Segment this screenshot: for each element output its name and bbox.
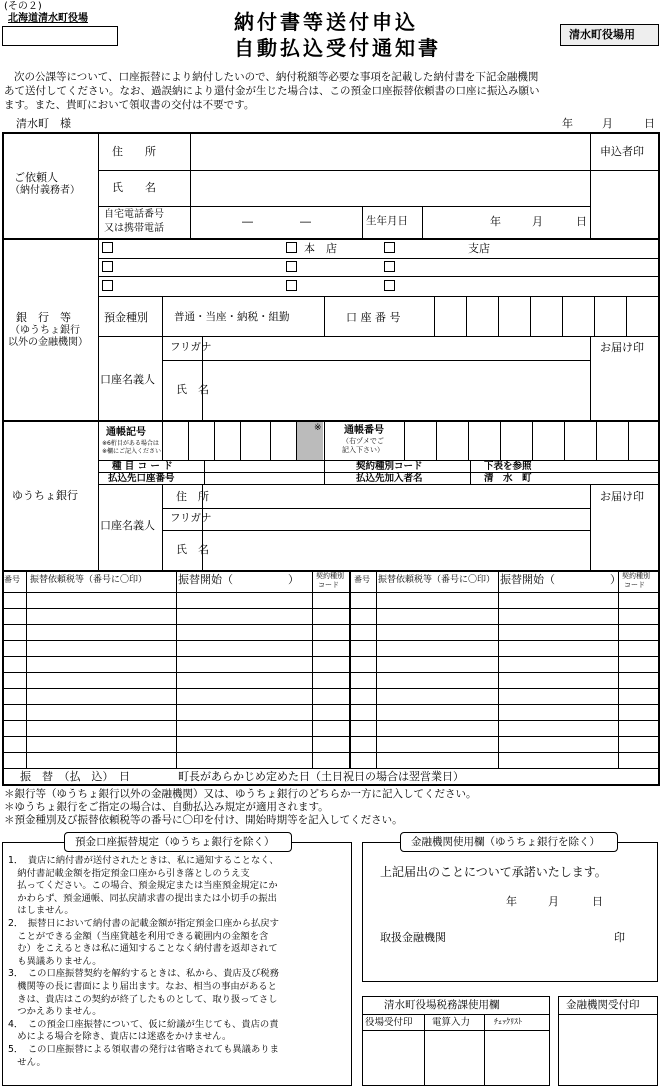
bank-type-checkbox-3[interactable] <box>102 280 113 291</box>
table-row-right[interactable] <box>351 689 658 704</box>
table-row-left[interactable] <box>3 705 349 720</box>
passbook-mark-field[interactable] <box>164 424 296 458</box>
col-code2-left: コード <box>318 581 339 589</box>
shiten-label: 支店 <box>468 242 490 255</box>
payee-name-value: 清 水 町 <box>484 473 532 484</box>
bank-holder-label: 口座名義人 <box>100 373 155 386</box>
bank-seal-label: お届け印 <box>600 341 644 354</box>
fin-use-title-box <box>400 832 618 852</box>
sixth-digit-star: ※ <box>314 423 322 433</box>
table-row-right[interactable] <box>351 721 658 736</box>
yucho-furigana-field[interactable] <box>204 510 588 528</box>
note-3: ＊預金種別及び振替依頼税等の番号に〇印を付け、開始時期等を記入してください。 <box>4 814 403 826</box>
table-row-left[interactable] <box>3 737 349 752</box>
organization-name: 北海道清水町役場 <box>8 13 88 24</box>
addressee: 清水町 様 <box>16 117 71 130</box>
date-month-label: 月 <box>602 117 613 130</box>
see-below-label: 下表を参照 <box>484 461 532 472</box>
yucho-name-label: 氏 名 <box>176 543 209 556</box>
branch-checkbox-2[interactable] <box>384 261 395 272</box>
fin-use-box <box>362 842 658 982</box>
fin-consent: 上記届出のことについて承諾いたします。 <box>380 865 607 879</box>
rule-line: 機関等の長に書面により届出ます。なお、相当の事由があると <box>8 981 277 992</box>
applicant-seal-label: 申込者印 <box>600 145 644 158</box>
yucho-holder-label: 口座名義人 <box>100 519 155 532</box>
town-use-col3: ﾁｪｯｸﾘｽﾄ <box>494 1017 522 1026</box>
form-number: (その２) <box>4 1 42 12</box>
branch-checkbox-3[interactable] <box>384 280 395 291</box>
table-row-left[interactable] <box>3 641 349 656</box>
note-2: ＊ゆうちょ銀行をご指定の場合は、自動払込み規定が適用されます。 <box>4 801 329 813</box>
bank-type-checkbox-2[interactable] <box>102 261 113 272</box>
applicant-section-sub: （納付義務者） <box>10 185 80 196</box>
rule-line: かわらず、預金通帳、同払戻請求書の提出または小切手の振出 <box>8 892 277 904</box>
fin-year-label: 年 <box>506 895 517 908</box>
bank-furigana-label: フリガナ <box>170 341 212 353</box>
address-field[interactable] <box>192 135 588 168</box>
bank-furigana-field[interactable] <box>204 338 588 358</box>
rule-line: む）をこえるときは私に通知することなく納付書を返却されて <box>8 943 278 955</box>
table-row-left[interactable] <box>3 609 349 624</box>
fin-day-label: 日 <box>592 895 603 908</box>
date-day-label: 日 <box>644 117 655 130</box>
table-row-right[interactable] <box>351 673 658 688</box>
yucho-seal-label: お届け印 <box>600 490 644 503</box>
rule-line: めによる場合を除き、貴店には迷惑をかけません。 <box>8 1031 232 1043</box>
bank-type-checkbox-1[interactable] <box>102 242 113 253</box>
table-row-right[interactable] <box>351 641 658 656</box>
passbook-number-label: 通帳番号 <box>344 425 384 436</box>
table-row-right[interactable] <box>351 753 658 768</box>
phone-dash-1: ― <box>242 215 253 228</box>
branch-type-checkbox-honten[interactable] <box>286 242 297 253</box>
deposit-type-options[interactable]: 普通・当座・納税・組勤 <box>174 311 290 323</box>
rule-line: はしません。 <box>8 905 74 917</box>
note-1: ＊銀行等（ゆうちょ銀行以外の金融機関）又は、ゆうちょ銀行のどちらか一方に記入してください。 <box>4 788 477 800</box>
town-use-col2: 電算入力 <box>432 1017 471 1028</box>
passbook-mark-note1: ※6桁目がある場合は <box>102 440 159 447</box>
office-use-badge <box>560 24 659 46</box>
yucho-address-field[interactable] <box>204 486 588 506</box>
town-use-title: 清水町役場税務課使用欄 <box>384 999 500 1011</box>
passbook-mark-note2: ※欄にご記入ください <box>102 448 162 455</box>
table-row-right[interactable] <box>351 593 658 608</box>
yucho-address-label: 住 所 <box>176 490 209 503</box>
passbook-number-note1: （右ヅメでご <box>342 437 384 445</box>
yucho-seal-box[interactable] <box>592 506 658 568</box>
payee-account-label: 払込先口座番号 <box>108 473 175 484</box>
address-label: 住 所 <box>112 145 156 158</box>
passbook-number-note2: 記入下さい） <box>342 446 384 454</box>
yucho-furigana-label: フリガナ <box>170 512 212 524</box>
name-label: 氏 名 <box>112 181 156 194</box>
bank-seal-box[interactable] <box>592 358 658 418</box>
transfer-rules-title: 預金口座振替規定（ゆうちょ銀行を除く） <box>75 836 275 848</box>
table-row-left[interactable] <box>3 593 349 608</box>
fin-receive-title: 金融機関受付印 <box>566 999 640 1011</box>
rule-line: ことができる金額（当座貸越を利用できる範囲内の金額を含 <box>8 930 269 942</box>
intro-line3: ます。また、貴町において領収書の交付は不要です。 <box>4 99 255 111</box>
bank-name-label: 氏 名 <box>176 383 209 396</box>
col-tax-left: 振替依頼税等（番号に〇印） <box>30 575 148 585</box>
branch-type-checkbox-3[interactable] <box>286 280 297 291</box>
fin-handling-label: 取扱金融機関 <box>380 931 446 944</box>
contract-code-label: 契約種別コード <box>356 461 423 472</box>
col-code1-left: 契約種別 <box>316 572 344 580</box>
applicant-section-label: ご依頼人 <box>14 171 58 184</box>
office-use-label: 清水町役場用 <box>569 28 635 41</box>
bank-section-sub2: 以外の金融機関） <box>8 337 88 348</box>
bank-section-sub1: （ゆうちょ銀行 <box>10 325 80 336</box>
fin-handling-field[interactable] <box>470 924 610 950</box>
applicant-seal-box[interactable] <box>592 172 658 236</box>
fin-seal-label: 印 <box>614 931 625 944</box>
form-title-line1: 納付書等送付申込 <box>234 10 418 34</box>
birth-month-label: 月 <box>532 215 543 228</box>
rule-line: せん。 <box>8 1056 46 1068</box>
rule-line: 納付書記載金額を指定預金口座から引き落としのうえ支 <box>8 867 250 879</box>
birth-label: 生年月日 <box>366 215 408 227</box>
form-title-line2: 自動払込受付通知書 <box>234 36 441 60</box>
honten-label: 本 店 <box>304 242 337 255</box>
table-row-right[interactable] <box>351 625 658 640</box>
col-code1-right: 契約種別 <box>622 572 650 580</box>
col-start-right: 振替開始（ ） <box>500 573 621 586</box>
date-year-label: 年 <box>562 117 573 130</box>
intro-line2: あて送付してください。なお、過誤納により還付金が生じた場合は、この預金口座振替依頼書の口座に振込み願い <box>4 85 540 97</box>
name-field[interactable] <box>192 172 588 204</box>
phone-label-line1: 自宅電話番号 <box>104 209 164 220</box>
table-row-right[interactable] <box>351 705 658 720</box>
account-number-label: 口 座 番 号 <box>346 311 401 324</box>
payee-name-label: 払込先加入者名 <box>356 473 423 484</box>
bank-section-label: 銀 行 等 <box>16 311 71 324</box>
fin-month-label: 月 <box>548 895 559 908</box>
yucho-name-field[interactable] <box>204 532 588 568</box>
account-number-field[interactable] <box>436 298 656 334</box>
phone-field[interactable] <box>192 208 360 236</box>
table-row-left[interactable] <box>3 673 349 688</box>
table-row-left[interactable] <box>3 753 349 768</box>
town-use-col1: 役場受付印 <box>365 1017 413 1028</box>
rule-line: 4． この預金口座振替について、仮に紛議が生じても、貴店の責 <box>8 1018 279 1030</box>
receipt-number-box[interactable] <box>2 26 118 46</box>
intro-line1: 次の公課等について、口座振替により納付したいので、納付税額等必要な事項を記載した納付書を下記金融機関 <box>14 71 539 83</box>
rule-line: 払ってください。この場合、預金規定または当座預金規定にか <box>8 880 278 892</box>
item-code-label: 種 目 コ ー ド <box>112 461 173 472</box>
table-row-right[interactable] <box>351 609 658 624</box>
birth-date-field[interactable] <box>424 208 588 236</box>
bank-name-field[interactable] <box>204 362 588 418</box>
deposit-type-label: 預金種別 <box>104 311 148 324</box>
branch-checkbox-shiten[interactable] <box>384 242 395 253</box>
col-tax-right: 振替依頼税等（番号に〇印） <box>378 575 496 585</box>
transfer-date-value: 町長があらかじめ定めた日（土日祝日の場合は翌営業日） <box>178 770 464 783</box>
col-code2-right: コード <box>624 581 645 589</box>
yucho-section-label: ゆうちょ銀行 <box>12 489 78 502</box>
rule-line: 1． 貴店に納付書が送付されたときは、私に通知することなく、 <box>8 855 279 866</box>
birth-year-label: 年 <box>490 215 501 228</box>
transfer-date-label: 振 替 （払 込） 日 <box>20 770 130 783</box>
table-row-left[interactable] <box>3 721 349 736</box>
col-no-left: 番号 <box>4 575 20 584</box>
table-row-left[interactable] <box>3 689 349 704</box>
branch-type-checkbox-2[interactable] <box>286 261 297 272</box>
rule-line: も異議ありません。 <box>8 955 102 967</box>
birth-day-label: 日 <box>576 215 587 228</box>
table-row-right[interactable] <box>351 737 658 752</box>
col-start-left: 振替開始（ ） <box>178 573 299 586</box>
rule-line: 2． 振替日において納付書の記載金額が指定預金口座から払戻す <box>8 918 279 929</box>
col-no-right: 番号 <box>354 575 370 584</box>
transfer-rules-title-box <box>64 832 292 852</box>
phone-dash-2: ― <box>300 215 311 228</box>
passbook-number-field[interactable] <box>406 424 658 458</box>
fin-use-title: 金融機関使用欄（ゆうちょ銀行を除く） <box>411 836 600 848</box>
table-row-left[interactable] <box>3 625 349 640</box>
rule-line: つかえありません。 <box>8 1006 102 1018</box>
passbook-mark-label: 通帳記号 <box>106 427 146 438</box>
phone-label-line2: 又は携帯電話 <box>104 223 164 234</box>
table-row-right[interactable] <box>351 657 658 672</box>
rule-line: きは、貴店はこの契約が終了したものとして、取り扱ってさし <box>8 993 278 1005</box>
rule-line: 3． この口座振替契約を解約するときは、私から、貴店及び税務 <box>8 968 279 980</box>
rule-line: 5． この口座振替による領収書の発行は省略されても異議ありま <box>8 1044 279 1055</box>
table-row-left[interactable] <box>3 657 349 672</box>
